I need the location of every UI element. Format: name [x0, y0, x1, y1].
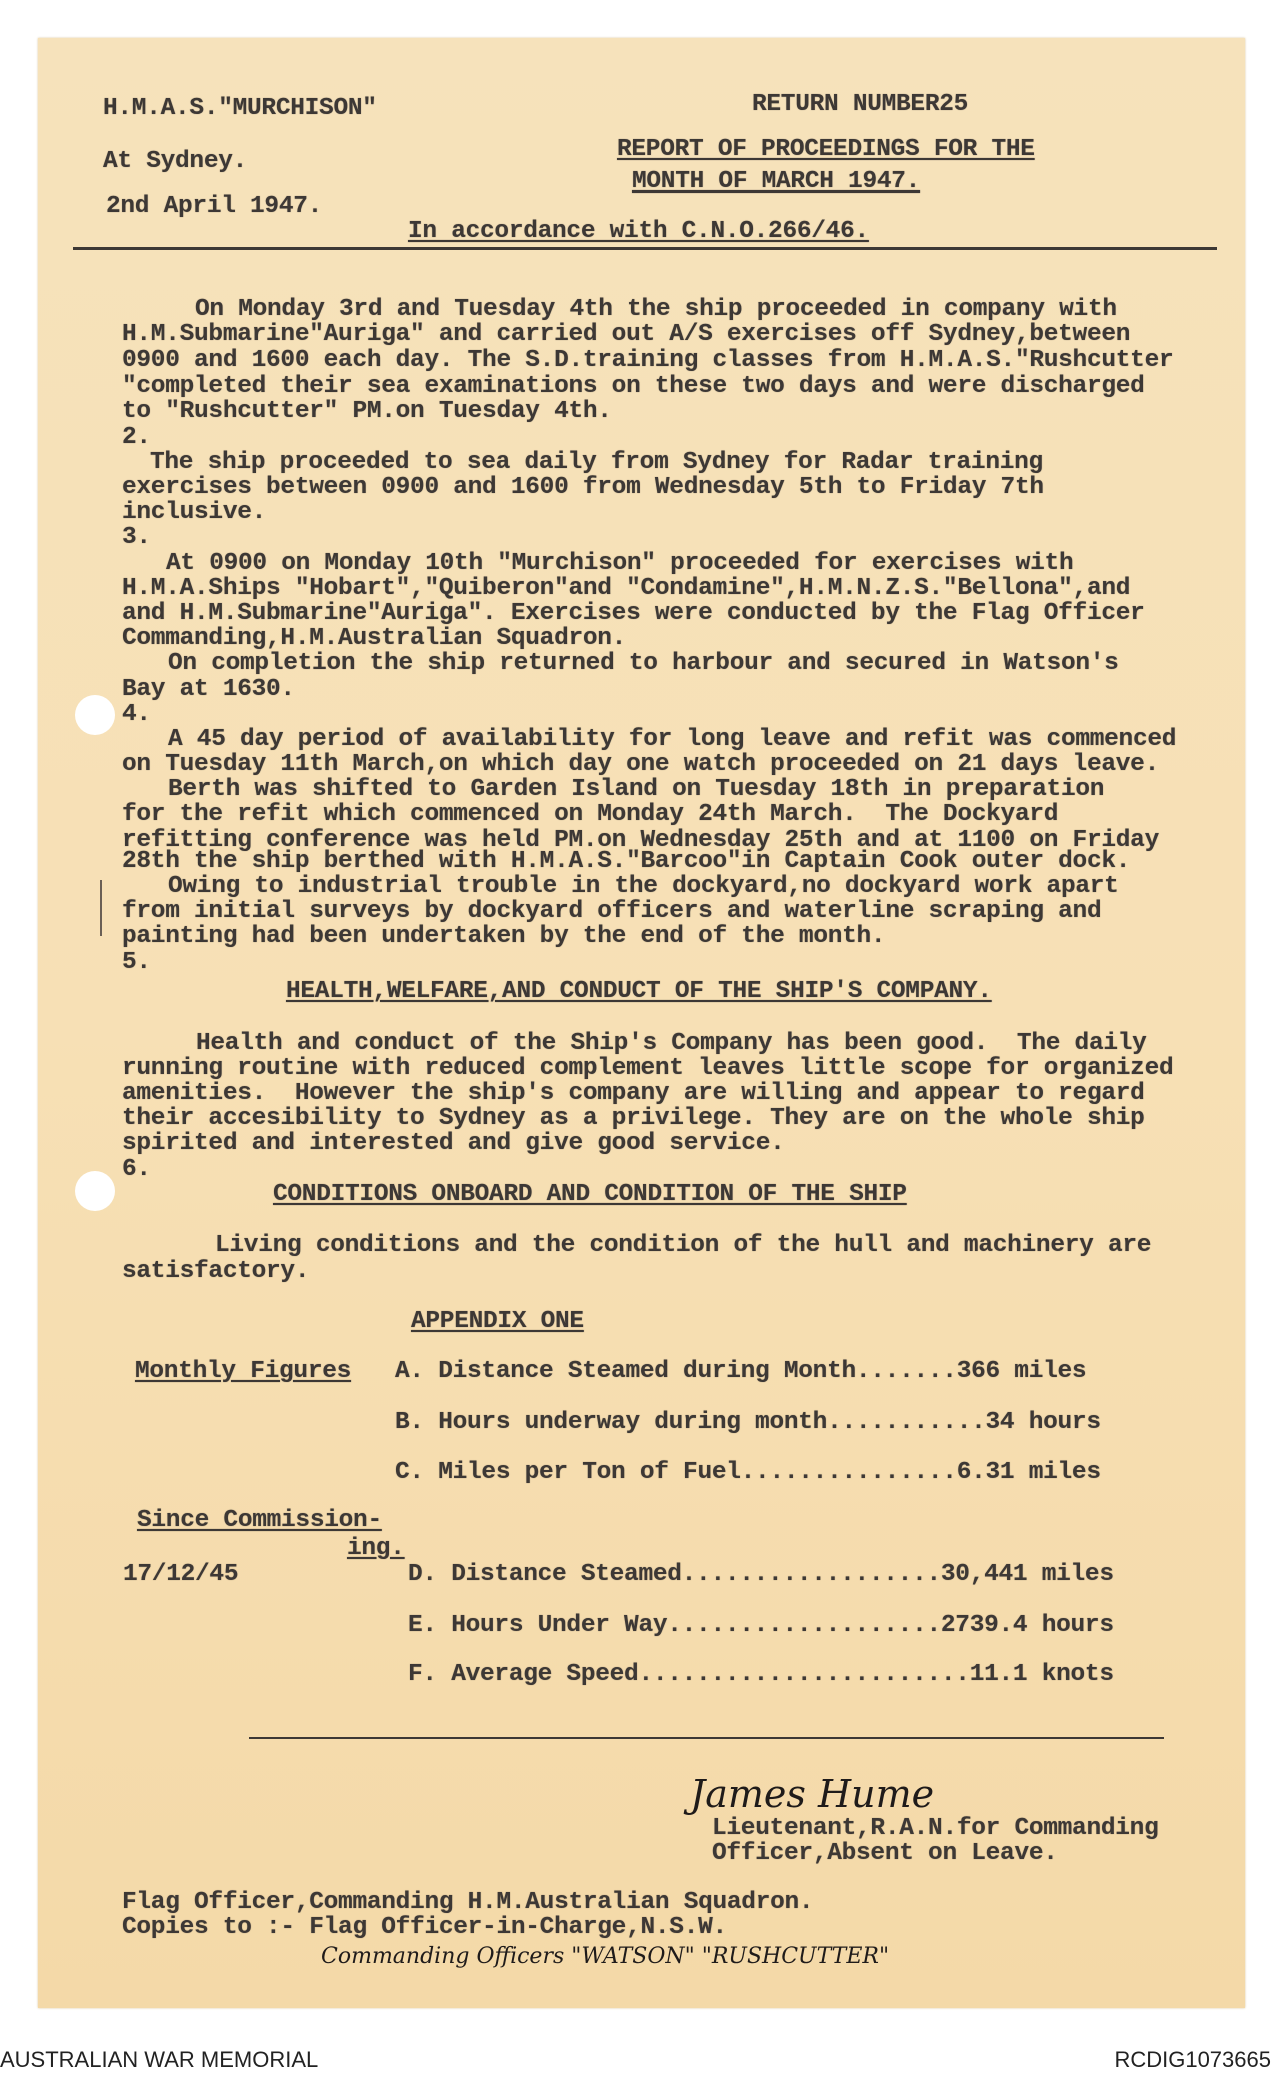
report-date: 2nd April 1947.	[106, 193, 323, 220]
handwritten-copies-note: Commanding Officers "WATSON" "RUSHCUTTER"	[321, 1944, 890, 1969]
since-commissioning-label: Since Commission-	[137, 1507, 382, 1534]
paragraph-number: 4.	[122, 701, 151, 728]
reference: In accordance with C.N.O.266/46.	[408, 218, 869, 245]
body-line: Health and conduct of the Ship's Company has been good. The daily	[196, 1030, 1147, 1057]
body-line: Owing to industrial trouble in the dockyard,no dockyard work apart	[168, 873, 1119, 900]
body-line: The ship proceeded to sea daily from Sydney for Radar training	[150, 449, 1043, 476]
body-line: Bay at 1630.	[122, 676, 295, 703]
signature-title-line1: Lieutenant,R.A.N.for Commanding	[712, 1815, 1159, 1842]
header-rule	[73, 247, 1217, 250]
report-title-line1: REPORT OF PROCEEDINGS FOR THE	[617, 136, 1035, 163]
body-line: for the refit which commenced on Monday 24th March. The Dockyard	[122, 801, 1059, 828]
body-line: Living conditions and the condition of the hull and machinery are	[215, 1232, 1152, 1259]
signature: James Hume	[690, 1772, 935, 1816]
monthly-figures-label: Monthly Figures	[135, 1358, 352, 1385]
paragraph-number: 3.	[122, 524, 151, 551]
body-line: from initial surveys by dockyard officers and waterline scraping and	[122, 898, 1102, 925]
figure-row: C. Miles per Ton of Fuel...............6.31 miles	[395, 1459, 1101, 1486]
footer-institution: AUSTRALIAN WAR MEMORIAL	[0, 2047, 319, 2072]
body-line: H.M.A.Ships "Hobart","Quiberon"and "Condamine",H.M.N.Z.S."Bellona",and	[122, 575, 1131, 602]
since-commissioning-label-2: ing.	[347, 1535, 405, 1562]
punch-hole	[75, 1171, 115, 1211]
copies-to: Copies to :- Flag Officer-in-Charge,N.S.W.	[122, 1914, 727, 1941]
ship-name: H.M.A.S."MURCHISON"	[103, 95, 377, 122]
figure-row: D. Distance Steamed..................30,441 miles	[408, 1561, 1114, 1588]
body-line: refitting conference was held PM.on Wednesday 25th and at 1100 on Friday	[122, 827, 1159, 854]
body-line: spirited and interested and give good service.	[122, 1130, 785, 1157]
body-line: amenities. However the ship's company are willing and appear to regard	[122, 1080, 1145, 1107]
punch-hole	[75, 695, 115, 735]
body-line: At 0900 on Monday 10th "Murchison" proceeded for exercises with	[166, 550, 1074, 577]
body-line: 28th the ship berthed with H.M.A.S."Barcoo"in Captain Cook outer dock.	[122, 848, 1131, 875]
figure-row: F. Average Speed.......................11.1 knots	[408, 1661, 1114, 1688]
body-line: Commanding,H.M.Australian Squadron.	[122, 625, 627, 652]
body-line: inclusive.	[122, 499, 267, 526]
commission-date: 17/12/45	[123, 1561, 239, 1588]
body-line: on Tuesday 11th March,on which day one watch proceeded on 21 days leave.	[122, 751, 1159, 778]
location: At Sydney.	[103, 148, 248, 175]
figure-row: E. Hours Under Way...................2739.4 hours	[408, 1612, 1114, 1639]
body-line: their accesibility to Sydney as a privilege. They are on the whole ship	[122, 1105, 1145, 1132]
signature-title-line2: Officer,Absent on Leave.	[712, 1840, 1058, 1867]
footer-record-id: RCDIG1073665	[1114, 2047, 1271, 2072]
body-line: "completed their sea examinations on these two days and were discharged	[122, 373, 1145, 400]
body-line: On completion the ship returned to harbour and secured in Watson's	[168, 650, 1119, 677]
appendix-rule	[249, 1737, 1164, 1739]
paragraph-number: 5.	[122, 949, 151, 976]
body-line: to "Rushcutter" PM.on Tuesday 4th.	[122, 398, 612, 425]
body-line: satisfactory.	[122, 1258, 310, 1285]
body-line: A 45 day period of availability for long leave and refit was commenced	[168, 726, 1177, 753]
margin-mark	[100, 880, 102, 936]
return-number: RETURN NUMBER25	[752, 91, 969, 118]
paragraph-number: 6.	[122, 1156, 151, 1183]
report-title-line2: MONTH OF MARCH 1947.	[632, 168, 921, 195]
body-line: and H.M.Submarine"Auriga". Exercises were conducted by the Flag Officer	[122, 600, 1145, 627]
body-line: painting had been undertaken by the end of the month.	[122, 923, 886, 950]
body-line: running routine with reduced complement leaves little scope for organized	[122, 1055, 1174, 1082]
paragraph-number: 2.	[122, 424, 151, 451]
section-heading-health: HEALTH,WELFARE,AND CONDUCT OF THE SHIP'S COMPANY.	[286, 978, 992, 1005]
body-line: On Monday 3rd and Tuesday 4th the ship proceeded in company with	[195, 296, 1117, 323]
figure-row: A. Distance Steamed during Month.......366 miles	[395, 1358, 1087, 1385]
section-heading-conditions: CONDITIONS ONBOARD AND CONDITION OF THE SHIP	[273, 1181, 907, 1208]
addressee: Flag Officer,Commanding H.M.Australian Squadron.	[122, 1889, 814, 1916]
figure-row: B. Hours underway during month...........34 hours	[395, 1409, 1101, 1436]
body-line: exercises between 0900 and 1600 from Wednesday 5th to Friday 7th	[122, 474, 1044, 501]
appendix-title: APPENDIX ONE	[411, 1308, 584, 1335]
body-line: Berth was shifted to Garden Island on Tuesday 18th in preparation	[168, 776, 1105, 803]
body-line: 0900 and 1600 each day. The S.D.training classes from H.M.A.S."Rushcutter	[122, 347, 1174, 374]
body-line: H.M.Submarine"Auriga" and carried out A/S exercises off Sydney,between	[122, 321, 1131, 348]
